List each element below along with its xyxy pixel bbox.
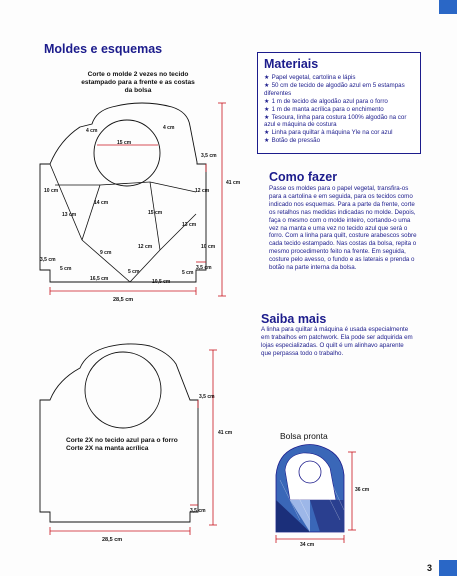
pattern1-patch-lines bbox=[50, 164, 196, 282]
label-small-9: 9 cm bbox=[100, 250, 112, 256]
how-text: Passe os moldes para o papel vegetal, transfira-os para a cartolina e em seguida, para os tecidos como indicado nos esquemas. Para a parte da frente, corte os retalhos nas medidas indicadas no molde. Depois, faça o mesmo com o molde inteiro, cortando-o uma vez na manta e uma vez no tecido azul que será o forro. Com a linha para quilt, costure arabescos sobre cada tecido estampado. Nas costas da bolsa, repita o mesmo procedimento feito na frente. Em seguida, costure pelo avesso, o fundo e as laterais e prenda o botão na parte interna da bolsa. bbox=[269, 185, 417, 272]
star-icon: ★ bbox=[264, 81, 270, 89]
page-number: 3 bbox=[427, 563, 433, 573]
bag-illustration bbox=[276, 445, 344, 533]
label2-side-right: 3,5 cm bbox=[199, 394, 215, 400]
how-title: Como fazer bbox=[269, 170, 338, 184]
label-small-5-left: 5 cm bbox=[60, 266, 72, 272]
materials-box bbox=[257, 52, 421, 154]
label-bottom-side: 5 cm bbox=[182, 270, 194, 276]
label-small-12: 12 cm bbox=[138, 244, 153, 250]
more-text: A linha para quiltar à máquina é usada especialmente em trabalhos em patchwork. Ela pode ser adquirida em lojas especializadas. O quilt é um alinhavo aparente que perpassa todo o trabalho. bbox=[261, 326, 413, 357]
label-handle-right: 4 cm bbox=[163, 125, 175, 131]
label-diag-left-lower: 13 cm bbox=[62, 212, 77, 218]
pattern2-instruction-2: Corte 2X na manta acrílica bbox=[66, 445, 149, 452]
list-item: ★ 1 m de tecido de algodão azul para o forro bbox=[264, 97, 388, 105]
pattern1-outline bbox=[40, 103, 206, 282]
pattern1-instructions: Corte o molde 2 vezes no tecido estampado para a frente e as costas da bolsa bbox=[81, 71, 195, 94]
bag-height-label: 36 cm bbox=[355, 487, 370, 493]
label2-width-bottom: 28,5 cm bbox=[102, 537, 123, 543]
label-small-left: 3,5 cm bbox=[40, 257, 56, 263]
pattern2-outline bbox=[40, 344, 198, 522]
star-icon: ★ bbox=[264, 137, 270, 145]
materials-title: Materiais bbox=[264, 57, 319, 71]
list-item: ★ 1 m de manta acrílica para o enchimento bbox=[264, 105, 384, 113]
list-item: ★ Tesoura, linha para costura 100% algodão na cor azul e máquina de costura bbox=[264, 113, 407, 129]
pattern2-instruction-1: Corte 2X no tecido azul para o forro bbox=[66, 437, 178, 444]
bag-title: Bolsa pronta bbox=[280, 431, 328, 441]
label-handle-width: 15 cm bbox=[117, 140, 132, 146]
star-icon: ★ bbox=[264, 129, 270, 137]
list-item: ★ Papel vegetal, cartolina e lápis bbox=[264, 74, 356, 81]
label-right-vertical: 10 cm bbox=[201, 244, 216, 250]
label-bottom-left-piece: 16,5 cm bbox=[90, 276, 109, 282]
list-item: ★ 50 cm de tecido de algodão azul em 5 estampas diferentes bbox=[264, 81, 405, 97]
pattern2-handle-hole bbox=[85, 352, 161, 428]
label-small-5-mid: 5 cm bbox=[128, 269, 140, 275]
label2-bottom-right: 3,5 cm bbox=[190, 508, 206, 514]
more-title: Saiba mais bbox=[261, 312, 327, 326]
label-side-left-upper: 10 cm bbox=[44, 188, 59, 194]
label2-height-right: 41 cm bbox=[218, 430, 233, 436]
pattern2-instructions bbox=[66, 437, 196, 453]
label-diag-right-lower: 13 cm bbox=[182, 222, 197, 228]
label-handle-left: 4 cm bbox=[86, 128, 98, 134]
star-icon: ★ bbox=[264, 105, 270, 113]
list-item: ★ Botão de pressão bbox=[264, 137, 321, 145]
star-icon: ★ bbox=[264, 74, 270, 81]
bag-width-label: 34 cm bbox=[300, 542, 315, 548]
pattern1-handle-hole bbox=[94, 120, 160, 186]
label-diag-center: 15 cm bbox=[148, 210, 163, 216]
list-item: ★ Linha para quiltar à máquina Yle na cor azul bbox=[264, 129, 393, 137]
label-width-bottom: 28,5 cm bbox=[113, 297, 134, 303]
label-bottom-right-piece: 10,5 cm bbox=[152, 279, 171, 285]
materials-list bbox=[264, 74, 414, 145]
label-side-right: 3,5 cm bbox=[201, 153, 217, 159]
star-icon: ★ bbox=[264, 113, 270, 121]
label-diag-left-upper: 14 cm bbox=[94, 200, 109, 206]
label-height-right: 41 cm bbox=[226, 180, 241, 186]
section-title-moldes: Moldes e esquemas bbox=[44, 42, 163, 56]
label-diag-right: 12 cm bbox=[195, 188, 210, 194]
star-icon: ★ bbox=[264, 97, 270, 105]
label-bottom-right: 3,5 cm bbox=[196, 265, 212, 271]
